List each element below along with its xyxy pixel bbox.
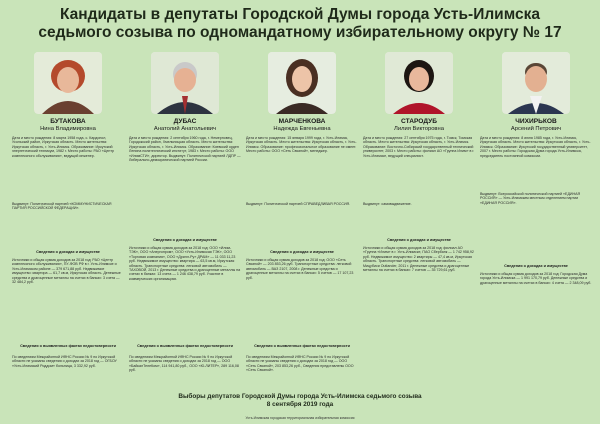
candidate-photo (385, 52, 453, 114)
candidate-last-name: МАРЧЕНКОВА (278, 118, 326, 125)
candidate-last-name: ДУБАС (173, 118, 197, 125)
footer-line2: 8 сентября 2019 года (266, 401, 334, 408)
income-text: Источники и общая сумма доходов за 2018 год: ООО «Сеть Связной» — 203 853,26 руб. Транспортные средства: легковой автомобиль — ВАЗ 2107, 2008 г. Денежные средства и драгоценные металлы на счетах в банках: 5 счетов — 17 107,23 руб. (246, 258, 354, 280)
candidate-bio: Дата и место рождения: 8 июня 1985 года, г. Усть-Илимск, Иркутская область. Место жительства: Иркутская область, г. Усть-Илимск. Образование: Иркутский государственный университет, 2007 г. Место работы: Городская Дума города Усть-Илимска, председатель постоянной комиссии. (480, 136, 591, 158)
candidate-last-name: ЧИХИРЬКОВ (515, 118, 557, 125)
violations-text: По сведениям Межрайонной ИФНС России № 9 по Иркутской области не указаны сведения о доходах за 2018 год — ООО «Сеть Связной», 203 853,26 руб., Сведения представлены ООО «Сеть Связной». (246, 355, 354, 373)
income-text: Источники и общая сумма доходов за 2018 год: РАО «Центр комплексного обслуживания», ПУ-ФОВ РФ в г. Усть-Илимске и Усть-Илимском районе — 379 671,88 руб. Недвижимое имущество: квартира — 61,7 кв.м, Иркутская область. Денежные средства и драгоценные металлы на счетах в банках: 3 счета — 32 484,2 руб. (12, 258, 121, 285)
candidate-first-name: Надежда Евгеньевна (273, 126, 331, 132)
candidate-column (129, 52, 241, 386)
candidate-nominated: Выдвинут: Политической партией СПРАВЕДЛИВАЯ РОССИЯ. (246, 202, 351, 206)
candidate-first-name: Анатолий Анатольевич (153, 126, 217, 132)
candidate-bio: Дата и место рождения: 27 сентября 1975 года, г. Томск, Томская область. Место жительства: Иркутская область, г. Усть-Илимск. Образование: Восточно-Сибирский государственный технический университет, 2003 г. Место работы: филиал АО «Группа Илим» в г. Усть-Илимске, ведущий специалист. (363, 136, 475, 158)
candidate-photo (34, 52, 102, 114)
footer-line1: Выборы депутатов Городской Думы города Усть-Илимска седьмого созыва (178, 393, 422, 400)
candidate-first-name: Арсений Петрович (510, 126, 562, 132)
candidate-nominated: Выдвинут: Политической партией «КОММУНИСТИЧЕСКАЯ ПАРТИЯ РОССИЙСКОЙ ФЕДЕРАЦИИ». (12, 202, 112, 211)
candidate-nominated: Выдвинут: самовыдвижение. (363, 202, 412, 206)
candidate-last-name: СТАРОДУБ (401, 118, 437, 125)
violations-text: По сведениям Межрайонной ИФНС России № 9 по Иркутской области не указаны сведения о доходах за 2018 год — ОГБОУ «Усть-Илимский Роддом» больница, 3 332,92 руб. (12, 355, 117, 368)
income-section-title: Сведения о доходах и имуществе (36, 250, 100, 254)
candidate-column (480, 52, 592, 386)
candidate-nominated: Выдвинут: Всероссийской политической партией «ЕДИНАЯ РОССИЯ» — Усть-Илимским местным отделением партии «ЕДИНАЯ РОССИЯ». (480, 192, 581, 205)
candidate-bio: Дата и место рождения: 2 сентября 1960 года, г. Немерновец, Городокский район, Хмельницкая область. Место жительства: Иркутская область, г. Усть-Илимск. Образование: Киевский орден Ленина политехнический институт, 1983 г. Место работы: ООО «ИлимСТИ», директор. Выдвинут: Политической партией ЛДПР — Либерально-демократической партией России. (129, 136, 241, 163)
income-section-title: Сведения о доходах и имуществе (387, 238, 451, 242)
poster-title-line1: Кандидаты в депутаты Городской Думы города Усть-Илимска (60, 6, 540, 23)
income-section-title: Сведения о доходах и имуществе (153, 238, 217, 242)
poster-title-line2: седьмого созыва по одномандатному избирательному округу № 17 (38, 24, 562, 41)
income-text: Источники и общая сумма доходов за 2018 год: ООО «Илим-ТЭК», ООО «Анергопром», ООО «Усть-Илимская ТЭК», ООО «Торговая компания», ООО «Дрилл-Ру» ДРАМ» — 11 033 11,23 руб. Недвижимое имущество: квартира — 63,5 кв.м, Иркутская область. Транспортные средства: легковой автомобиль — ТАХОВОЙ, 2013 г. Денежные средства и драгоценные металлы на счетах в банках: 13 счета — 1 246 438,79 руб. Участие в коммерческих организациях. (129, 246, 241, 281)
footer-commission: Усть-Илимская городская территориальная избирательная комиссия (245, 416, 355, 420)
footer-title (0, 393, 600, 409)
candidate-first-name: Лилия Викторовна (394, 126, 444, 132)
candidate-columns (12, 52, 592, 386)
income-section-title: Сведения о доходах и имуществе (270, 250, 334, 254)
violations-section-title: Сведения о выявленных фактах недостоверности (137, 344, 233, 348)
candidate-photo (151, 52, 219, 114)
candidate-bio: Дата и место рождения: 8 марта 1958 года, с. Кардопол, Усольский район, Иркутская область. Место жительства: Иркутская область, г. Усть-Илимск. Образование: Иркутский энергетический техникум, 1982 г. Место работы: РАО «Центр комплексного обслуживания», ведущий инженер. (12, 136, 115, 158)
candidate-column (246, 52, 358, 386)
candidate-photo (268, 52, 336, 114)
income-text: Источники и общая сумма доходов за 2018 год: Городская Дума города Усть-Илимска — 1 991 170,79 руб. Денежные средства и драгоценные металлы на счетах в банках: 4 счета — 2 348,09 руб. (480, 272, 592, 285)
candidate-photo (502, 52, 570, 114)
candidate-bio: Дата и место рождения: 15 января 1999 года, г. Усть-Илимск, Иркутская область. Место жительства: Иркутская область, г. Усть-Илимск. Образование: профессиональное образование не имеет. Место работы: ООО «Сеть Связной», менеджер. (246, 136, 357, 154)
income-section-title: Сведения о доходах и имуществе (504, 264, 568, 268)
poster-title (0, 6, 600, 42)
income-text: Источники и общая сумма доходов за 2018 год: филиал АО «Группа «Илим» в г. Усть-Илимске, ПАО Сбербанк — 1 742 958,92 руб. Недвижимое имущество: 2 квартиры — 47,4 кв.м, Иркутская область. Транспортные средства: легковой автомобиль — Мицубиси Outlander, 2011 г. Денежные средства и драгоценные металлы на счетах в банках: 7 счетов — 35 729,61 руб. (363, 246, 474, 273)
violations-text: По сведениям Межрайонной ИФНС России № 9 по Иркутской области не указаны сведения о доходах за 2018 год — ООО «БайкалТелеКом», 114 941,80 руб., ООО «Ю-ЛИТЕР», 289 116,08 руб. (129, 355, 239, 373)
candidate-column (12, 52, 124, 386)
candidate-first-name: Нина Владимировна (40, 126, 96, 132)
candidate-column (363, 52, 475, 386)
candidate-last-name: БУТАКОВА (50, 118, 86, 125)
violations-section-title: Сведения о выявленных фактах недостоверности (254, 344, 350, 348)
violations-section-title: Сведения о выявленных фактах недостоверности (20, 344, 116, 348)
